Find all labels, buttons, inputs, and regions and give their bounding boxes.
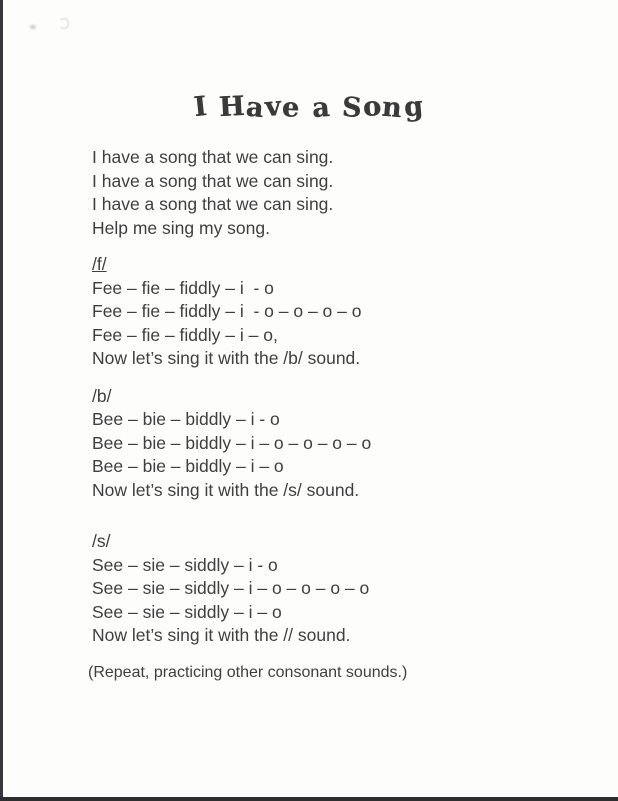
lyric-line: Fee – fie – fiddly – i - o – o – o – o [92, 301, 362, 321]
section-label-b: /b/ [92, 385, 112, 406]
lyric-line: I have a song that we can sing. [92, 170, 334, 191]
lyric-line: See – sie – siddly – i – o – o – o – o [92, 578, 370, 598]
verse-intro [92, 146, 371, 240]
verse-s [92, 530, 371, 648]
lyric-line: Bee – bie – biddly – i – o – o – o – o [92, 432, 372, 453]
lyric-line: I have a song that we can sing. [92, 147, 334, 167]
lyric-line: Now let’s sing it with the /s/ sound. [92, 479, 360, 500]
scan-edge-bottom [0, 797, 618, 801]
lyric-line: Help me sing my song. [92, 217, 270, 238]
section-label-s: /s/ [92, 531, 111, 551]
verse-b [92, 385, 371, 503]
footer-note: (Repeat, practicing other consonant sounds.) [88, 664, 408, 681]
lyric-line: Fee – fie – fiddly – i - o [92, 277, 274, 298]
scan-speck [59, 18, 69, 29]
lyric-line: Bee – bie – biddly – i - o [92, 409, 280, 429]
page-title: I Have a Song [192, 90, 426, 125]
lyric-line: Now let’s sing it with the /b/ sound. [92, 348, 361, 368]
lyric-line: Bee – bie – biddly – i – o [92, 456, 284, 476]
section-label-f: /f/ [92, 254, 107, 274]
verse-f [92, 253, 371, 371]
lyric-line: I have a song that we can sing. [92, 194, 334, 214]
lyric-line: Now let’s sing it with the // sound. [92, 625, 351, 645]
song-body [92, 146, 371, 648]
lyric-line: Fee – fie – fiddly – i – o, [92, 324, 278, 345]
scan-speck [30, 25, 36, 29]
lyric-line: See – sie – siddly – i – o [92, 601, 282, 622]
lyric-line: See – sie – siddly – i - o [92, 554, 278, 575]
